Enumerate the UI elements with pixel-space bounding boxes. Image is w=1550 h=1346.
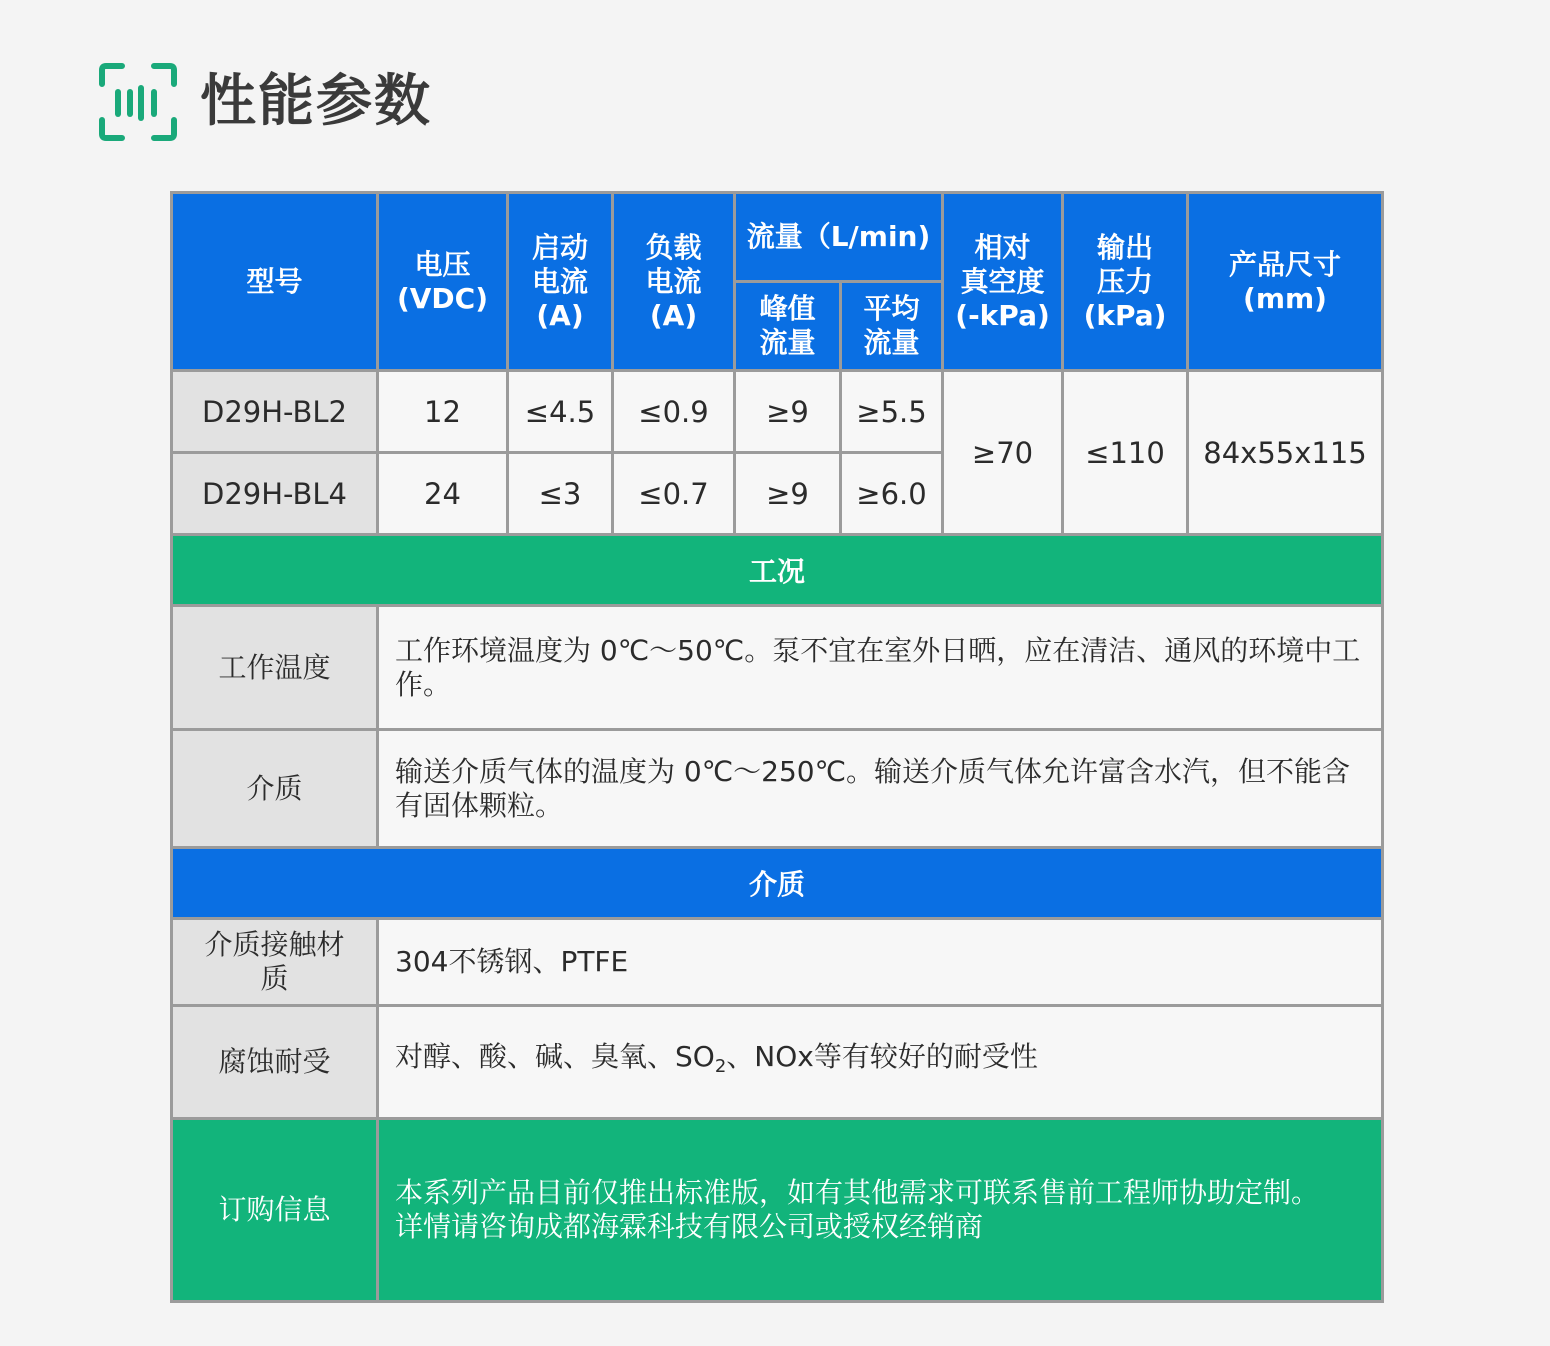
cell-avg-flow: ≥5.5 — [841, 371, 943, 453]
cell-model: D29H-BL2 — [172, 371, 378, 453]
condition-row-temperature — [172, 606, 1383, 730]
cell-start-current: ≤4.5 — [508, 371, 613, 453]
cell-avg-flow: ≥6.0 — [841, 453, 943, 535]
header-pressure: 输出 压力 (kPa) — [1063, 193, 1188, 371]
cell-vacuum: ≥70 — [943, 371, 1063, 535]
label-corrosion-resistance: 腐蚀耐受 — [172, 1006, 378, 1119]
cell-start-current: ≤3 — [508, 453, 613, 535]
order-row — [172, 1119, 1383, 1302]
text-corrosion-resistance: 对醇、酸、碱、臭氧、$SO_2$、NOx等有较好的耐受性 — [378, 1006, 1383, 1119]
spec-table — [170, 191, 1384, 1303]
header-avg-flow: 平均 流量 — [841, 282, 943, 371]
text-contact-material: 304不锈钢、PTFE — [378, 919, 1383, 1006]
header-peak-flow: 峰值 流量 — [735, 282, 841, 371]
cell-size: 84x55x115 — [1188, 371, 1383, 535]
table-row — [172, 371, 1383, 453]
cell-load-current: ≤0.7 — [613, 453, 735, 535]
header-start-current: 启动 电流 (A) — [508, 193, 613, 371]
cell-voltage: 12 — [378, 371, 508, 453]
header-vacuum: 相对 真空度 (-kPa) — [943, 193, 1063, 371]
label-order-info: 订购信息 — [172, 1119, 378, 1302]
cell-model: D29H-BL4 — [172, 453, 378, 535]
cell-peak-flow: ≥9 — [735, 453, 841, 535]
page-title: 性能参数 — [200, 69, 432, 134]
header-load-current: 负载 电流 (A) — [613, 193, 735, 371]
label-contact-material: 介质接触材质 — [172, 919, 378, 1006]
header-flow: 流量（L/min) — [735, 193, 943, 282]
section-conditions-title: 工况 — [172, 535, 1383, 606]
medium-row-material — [172, 919, 1383, 1006]
cell-load-current: ≤0.9 — [613, 371, 735, 453]
text-medium: 输送介质气体的温度为 0℃～250℃。输送介质气体允许富含水汽，但不能含有固体颗粒。 — [378, 730, 1383, 848]
text-work-temperature: 工作环境温度为 0℃～50℃。泵不宜在室外日晒，应在清洁、通风的环境中工作。 — [378, 606, 1383, 730]
text-order-info: 本系列产品目前仅推出标准版，如有其他需求可联系售前工程师协助定制。 详情请咨询成都海霖科技有限公司或授权经销商 — [378, 1119, 1383, 1302]
label-medium: 介质 — [172, 730, 378, 848]
header-size: 产品尺寸 (mm) — [1188, 193, 1383, 371]
cell-peak-flow: ≥9 — [735, 371, 841, 453]
medium-row-corrosion — [172, 1006, 1383, 1119]
label-work-temperature: 工作温度 — [172, 606, 378, 730]
barcode-scan-icon — [98, 62, 178, 142]
section-medium-title: 介质 — [172, 848, 1383, 919]
cell-voltage: 24 — [378, 453, 508, 535]
header-voltage: 电压 (VDC) — [378, 193, 508, 371]
header-model: 型号 — [172, 193, 378, 371]
cell-pressure: ≤110 — [1063, 371, 1188, 535]
condition-row-medium — [172, 730, 1383, 848]
